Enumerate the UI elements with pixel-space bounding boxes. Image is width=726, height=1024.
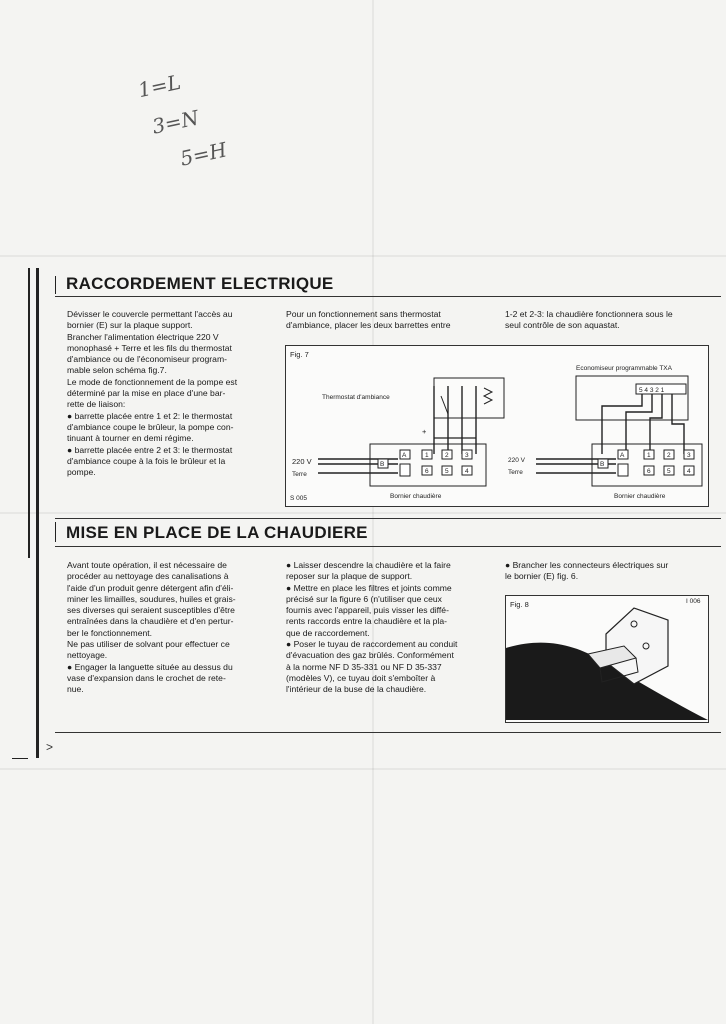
figure-label: Fig. 7 — [290, 350, 309, 359]
text-line: l'aide d'un produit genre détergent afin d'éli- — [67, 582, 234, 593]
terminal-number: 4 — [465, 468, 469, 475]
section-rule — [55, 546, 721, 547]
text-line: Le mode de fonctionnement de la pompe est — [67, 376, 238, 387]
section-rule — [55, 518, 721, 519]
terminal-label: A — [620, 452, 625, 459]
text-line: rette de liaison: — [67, 399, 126, 410]
margin-bar — [28, 268, 30, 558]
text-line: Pour un fonctionnement sans thermostat — [286, 309, 441, 319]
handwritten-note: 5=H — [178, 137, 229, 171]
terminal-number: 5 — [667, 468, 671, 475]
paper-crease — [0, 512, 726, 514]
text-line: d'ambiance ou de l'économiseur program- — [67, 354, 227, 365]
text-line: d'ambiance, placer les deux barrettes entre — [286, 320, 451, 331]
figure-code: I 006 — [686, 598, 701, 605]
thermostat-label: Thermostat d'ambiance — [322, 394, 390, 401]
text-line: Brancher l'alimentation électrique 220 V — [67, 331, 219, 342]
text-line: vase d'expansion dans le crochet de rete- — [67, 672, 226, 683]
ground-terminal — [618, 464, 628, 476]
section-rule — [55, 732, 721, 733]
text-line: monophasé + Terre et les fils du thermostat — [67, 342, 232, 353]
text-line: 1-2 et 2-3: la chaudière fonctionnera sous le — [505, 309, 673, 319]
terminal-number: 3 — [465, 452, 469, 459]
text-column-1 — [67, 560, 272, 696]
terre-label: Terre — [292, 471, 307, 478]
terminal-number: 1 — [425, 452, 429, 459]
margin-mark: > — [46, 740, 54, 754]
terminal-label: B — [600, 461, 605, 468]
terminal-number: 6 — [647, 468, 651, 475]
text-line: pompe. — [67, 467, 96, 478]
paper-crease — [0, 255, 726, 257]
text-line: Ne pas utiliser de solvant pour effectuer ce — [67, 639, 230, 650]
text-column-2 — [286, 560, 492, 696]
text-line: Dévisser le couvercle permettant l'accès au — [67, 309, 233, 319]
text-line: à la norme NF D 35-331 ou NF D 35-337 — [286, 661, 442, 672]
text-line: ● Brancher les connecteurs électriques sur — [505, 560, 669, 570]
text-line: ● barrette placée entre 2 et 3: le thermostat — [67, 444, 233, 455]
text-line: précisé sur la figure 6 (n'utiliser que ceux — [286, 593, 442, 604]
text-line: déterminé par la mise en place d'une bar- — [67, 388, 226, 399]
paper-crease — [372, 0, 374, 1024]
thermostat-box — [434, 378, 504, 418]
figure-code: S 005 — [290, 495, 307, 502]
terminal-number: 6 — [425, 468, 429, 475]
text-line: nettoyage. — [67, 650, 108, 661]
ground-terminal — [400, 464, 410, 476]
title-bar — [55, 276, 56, 294]
text-line: l'intérieur de la buse de la chaudière. — [286, 684, 427, 695]
text-line: d'évacuation des gaz brûlés. Conformément — [286, 650, 454, 661]
figure-7-wiring-diagram — [285, 345, 709, 507]
txa-terminals: 5 4 3 2 1 — [639, 387, 665, 394]
wire — [626, 394, 652, 454]
economiseur-label: Economiseur programmable TXA — [576, 365, 672, 372]
voltage-label: 220 V — [292, 457, 312, 466]
handwritten-note: 3=N — [150, 105, 201, 139]
paper-crease — [0, 768, 726, 770]
plus-sign: + — [422, 427, 427, 436]
wire — [672, 394, 684, 454]
terminal-number: 3 — [687, 452, 691, 459]
text-line: ● Laisser descendre la chaudière et la faire — [286, 560, 451, 570]
text-column-1 — [67, 309, 272, 478]
text-line: ● Engager la languette située au dessus du — [67, 661, 233, 672]
terminal-number: 1 — [647, 452, 651, 459]
text-line: le bornier (E) fig. 6. — [505, 571, 579, 582]
title-bar — [55, 522, 56, 542]
voltage-label: 220 V — [508, 457, 525, 464]
text-column-2 — [286, 309, 496, 332]
figure-8-bracket-illustration — [505, 595, 709, 723]
bornier-label: Bornier chaudière — [614, 493, 666, 500]
text-line: ber le fonctionnement. — [67, 627, 153, 638]
text-column-3 — [505, 560, 717, 583]
text-line: nue. — [67, 684, 84, 695]
section-rule — [55, 296, 721, 297]
text-line: seul contrôle de son aquastat. — [505, 320, 620, 331]
text-line: (modèles V), ce tuyau doit s'emboîter à — [286, 672, 436, 683]
wire — [602, 394, 642, 454]
terminal-label: A — [402, 452, 407, 459]
terminal-number: 5 — [445, 468, 449, 475]
text-line: rents raccords entre la chaudière et la pla- — [286, 616, 447, 627]
text-column-3 — [505, 309, 715, 332]
text-line: mable selon schéma fig.7. — [67, 365, 167, 376]
text-line: fournis avec l'appareil, puis visser les diffé- — [286, 605, 449, 616]
text-line: ● Mettre en place les filtres et joints comme — [286, 582, 452, 593]
economiseur-box — [576, 376, 688, 420]
text-line: d'ambiance coupe à la fois le brûleur et la — [67, 455, 226, 466]
text-line: ● Poser le tuyau de raccordement au conduit — [286, 639, 458, 650]
text-line: que de raccordement. — [286, 627, 370, 638]
section-title-mise-en-place: MISE EN PLACE DE LA CHAUDIERE — [66, 523, 368, 542]
figure-label: Fig. 8 — [510, 600, 529, 609]
thermostat-resistor — [484, 388, 492, 404]
margin-bar — [36, 268, 39, 758]
terminal-number: 4 — [687, 468, 691, 475]
text-line: reposer sur la plaque de support. — [286, 571, 413, 582]
text-line: miner les limailles, soudures, huiles et grais- — [67, 593, 236, 604]
handwritten-note: 1=L — [135, 69, 183, 103]
terminal-label: B — [380, 461, 385, 468]
section-title-raccordement: RACCORDEMENT ELECTRIQUE — [66, 274, 334, 293]
text-line: Avant toute opération, il est nécessaire de — [67, 560, 227, 570]
text-line: entraînées dans la chaudière et d'en pertur- — [67, 616, 234, 627]
terminal-number: 2 — [667, 452, 671, 459]
bornier-label: Bornier chaudière — [390, 493, 442, 500]
text-line: bornier (E) sur la plaque support. — [67, 320, 193, 331]
text-line: tinuant à tourner en demi régime. — [67, 433, 194, 444]
terre-label: Terre — [508, 469, 523, 476]
text-line: procéder au nettoyage des canalisations à — [67, 571, 229, 582]
text-line: ses diverses qui seraient susceptibles d'être — [67, 605, 235, 616]
text-line: ● barrette placée entre 1 et 2: le thermostat — [67, 410, 233, 421]
thermostat-switch — [441, 396, 448, 414]
margin-tick — [12, 758, 28, 759]
terminal-number: 2 — [445, 452, 449, 459]
text-line: d'ambiance coupe le brûleur, la pompe con- — [67, 421, 234, 432]
